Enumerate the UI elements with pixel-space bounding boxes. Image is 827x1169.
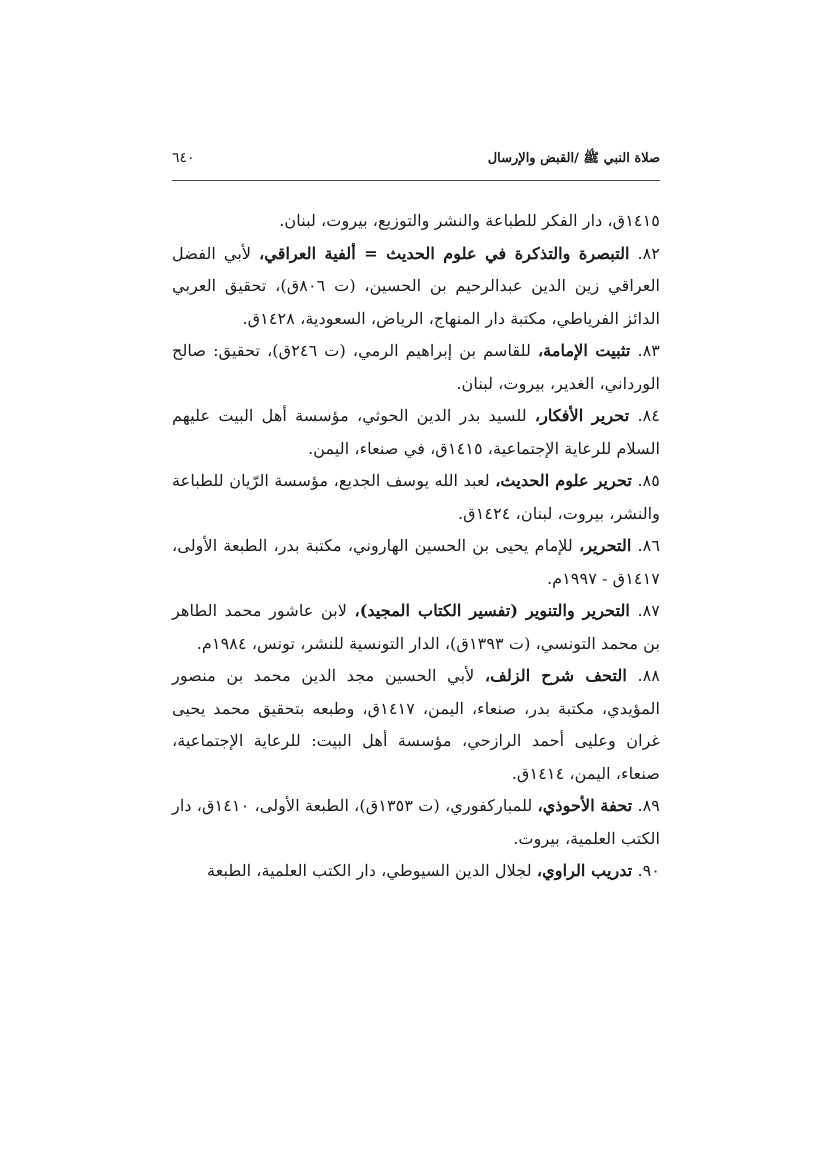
bibliography-entry-continuation xyxy=(172,205,660,238)
page-number: ٦٤٠ xyxy=(172,150,195,166)
entry-title: التحرير، xyxy=(578,536,632,555)
entry-number: ٨٣. xyxy=(637,341,660,360)
entry-text: لابن عاشور محمد الطاهر بن محمد التونسي، (ت ١٣٩٣ق)، الدار التونسية للنشر، تونس، ١٩٨٤م. xyxy=(172,601,660,653)
entry-title: التحف شرح الزلف، xyxy=(484,666,627,685)
entry-text: لأبي الحسين مجد الدين محمد بن منصور المؤيدي، مكتبة بدر، صنعاء، اليمن، ١٤١٧ق، وطبعه بتحقيق محمد يحيى غران وعليى أحمد الرازحي، مؤسسة أهل البيت: للرعاية الإجتماعية، صنعاء، اليمن، ١٤١٤ق. xyxy=(172,666,660,783)
entry-number: ٨٨. xyxy=(637,666,660,685)
entry-title: تحرير علوم الحديث، xyxy=(495,471,632,490)
bibliography-entry-89 xyxy=(172,790,660,855)
entry-title: تدريب الراوي، xyxy=(536,861,633,880)
bibliography-entry-87 xyxy=(172,595,660,660)
bibliography-entry-88 xyxy=(172,660,660,790)
bibliography-list xyxy=(172,205,660,888)
entry-number: ٨٩. xyxy=(637,796,660,815)
entry-text: للإمام يحيى بن الحسين الهاروني، مكتبة بدر، الطبعة الأولى، ١٤١٧ق - ١٩٩٧م. xyxy=(172,536,660,588)
bibliography-entry-90 xyxy=(172,855,660,888)
entry-text: ١٤١٥ق، دار الفكر للطباعة والنشر والتوزيع، بيروت، لبنان. xyxy=(279,211,660,230)
running-header xyxy=(172,150,660,181)
entry-number: ٨٦. xyxy=(637,536,661,555)
bibliography-entry-82 xyxy=(172,238,660,336)
bibliography-entry-84 xyxy=(172,400,660,465)
entry-title: تحرير الأفكار، xyxy=(534,406,630,425)
entry-number: ٩٠. xyxy=(637,861,660,880)
entry-title: تحفة الأحوذي، xyxy=(537,796,633,815)
bibliography-entry-85 xyxy=(172,465,660,530)
entry-number: ٨٥. xyxy=(637,471,660,490)
bibliography-entry-86 xyxy=(172,530,660,595)
entry-text: للقاسم بن إبراهيم الرمي، (ت ٢٤٦ق)، تحقيق: صالح الورداني، الغدير، بيروت، لبنان. xyxy=(172,341,660,393)
entry-number: ٨٢. xyxy=(637,243,660,263)
entry-title: التحرير والتنوير (تفسير الكتاب المجيد)، xyxy=(354,601,630,620)
entry-text: للسيد بدر الدين الحوثي، مؤسسة أهل البيت عليهم السلام للرعاية الإجتماعية، ١٤١٥ق، في صنعاء، اليمن. xyxy=(172,406,660,458)
book-page xyxy=(172,150,660,888)
bibliography-entry-83 xyxy=(172,335,660,400)
entry-text: لجلال الدين السيوطي، دار الكتب العلمية، الطبعة xyxy=(207,861,532,880)
entry-number: ٨٤. xyxy=(637,406,660,425)
entry-title: التبصرة والتذكرة في علوم الحديث = ألفية العراقي، xyxy=(258,243,630,263)
entry-number: ٨٧. xyxy=(637,601,660,620)
entry-text: للمباركفوري، (ت ١٣٥٣ق)، الطبعة الأولى، ١٤١٠ق، دار الكتب العلمية، بيروت. xyxy=(172,796,660,848)
running-title: صلاة النبي ﷺ /القبض والإرسال xyxy=(487,151,660,166)
entry-text: لعبد الله يوسف الجديع، مؤسسة الرّيان للطباعة والنشر، بيروت، لبنان، ١٤٢٤ق. xyxy=(172,471,660,523)
entry-text: لأبي الفضل العراقي زين الدين عبدالرحيم بن الحسين، (ت ٨٠٦ق)، تحقيق العربي الدائز الفرياطي، مكتبة دار المنهاج، الرياض، السعودية، ١٤٢٨ق. xyxy=(172,243,660,328)
entry-title: تثبيت الإمامة، xyxy=(537,341,631,360)
